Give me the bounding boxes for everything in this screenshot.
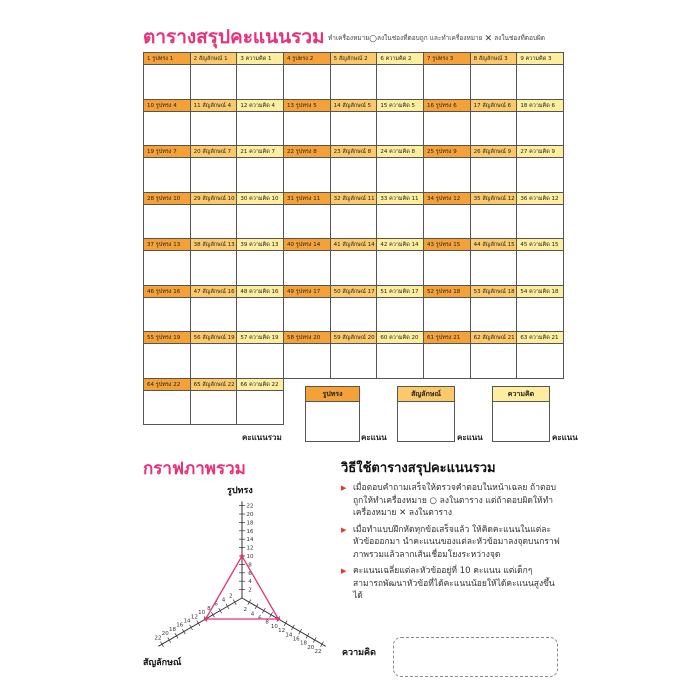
score-cell-label: 64 รูปทรง 22 xyxy=(144,379,190,391)
score-cell[interactable] xyxy=(330,192,378,240)
radar-axis xyxy=(242,598,326,646)
score-cell[interactable] xyxy=(423,192,471,240)
radar-tick xyxy=(160,642,163,647)
score-cell-label: 63 ความคิด 21 xyxy=(517,332,563,344)
score-cell[interactable] xyxy=(516,52,564,100)
radar-tick xyxy=(255,604,258,609)
score-cell-label: 17 สัญลักษณ์ 6 xyxy=(471,100,517,112)
notes-box[interactable] xyxy=(393,637,558,677)
circle-icon: ○ xyxy=(369,34,377,44)
radar-tick xyxy=(182,629,185,634)
score-cell-label: 4 รูปทรง 2 xyxy=(284,53,330,65)
score-cell[interactable] xyxy=(470,331,518,379)
radar-tick xyxy=(211,612,214,617)
summary-instructions: ทำเครื่องหมาย○ลงในช่องที่ตอบถูก และทำเครื่องหมาย ✕ ลงในช่องที่ตอบผิด xyxy=(328,34,546,44)
score-cell[interactable] xyxy=(143,99,191,147)
score-cell-label: 1 รูปทรง 1 xyxy=(144,53,190,65)
score-cell[interactable] xyxy=(283,52,331,100)
axis-label-symbol: สัญลักษณ์ xyxy=(143,658,182,668)
score-grid xyxy=(143,52,563,424)
score-cell-label: 42 ความคิด 14 xyxy=(377,239,423,251)
score-cell[interactable] xyxy=(143,331,191,379)
score-cell[interactable] xyxy=(516,99,564,147)
score-cell[interactable] xyxy=(330,285,378,333)
score-cell[interactable] xyxy=(236,238,284,286)
score-cell-label: 11 สัญลักษณ์ 4 xyxy=(191,100,237,112)
radar-tick-label: 14 xyxy=(246,537,254,544)
radar-tick xyxy=(233,600,236,605)
radar-tick xyxy=(270,612,273,617)
score-cell-label: 29 สัญลักษณ์ 10 xyxy=(191,193,237,205)
score-cell[interactable] xyxy=(470,99,518,147)
score-cell-label: 21 ความคิด 7 xyxy=(237,146,283,158)
score-box-thinking[interactable] xyxy=(492,386,550,442)
radar-tick xyxy=(226,604,229,609)
score-cell-label: 60 ความคิด 20 xyxy=(377,332,423,344)
score-cell-label: 18 ความคิด 6 xyxy=(517,100,563,112)
score-cell[interactable] xyxy=(143,285,191,333)
score-cell[interactable] xyxy=(190,238,238,286)
score-cell-label: 36 ความคิด 12 xyxy=(517,193,563,205)
score-cell-label: 46 รูปทรง 16 xyxy=(144,286,190,298)
score-cell[interactable] xyxy=(236,192,284,240)
score-cell-label: 14 สัญลักษณ์ 5 xyxy=(331,100,377,112)
radar-tick-label: 20 xyxy=(246,512,254,518)
radar-tick xyxy=(262,608,265,613)
score-cell-label: 65 สัญลักษณ์ 22 xyxy=(191,379,237,391)
score-cell-label: 9 ความคิด 3 xyxy=(517,53,563,65)
radar-tick xyxy=(291,625,294,630)
score-cell-label: 47 สัญลักษณ์ 16 xyxy=(191,286,237,298)
axis-label-thinking: ความคิด xyxy=(342,648,376,658)
howto-step-1: ▶ เมื่อตอบคำถามเสร็จให้ตรวจคำตอบในหน้าเฉลย ถ้าตอบถูกให้ทำเครื่องหมาย ○ ลงในตาราง แต่ถ้าตอบผิดให้ทำเครื่องหมาย ✕ ลงในตาราง xyxy=(341,482,563,520)
radar-tick-label: 16 xyxy=(292,636,300,643)
radar-tick-label: 22 xyxy=(246,503,254,510)
score-cell-label: 16 รูปทรง 6 xyxy=(424,100,470,112)
score-cell[interactable] xyxy=(470,192,518,240)
axis-label-shape: รูปทรง xyxy=(227,486,253,496)
score-cell[interactable] xyxy=(143,192,191,240)
radar-tick-label: 10 xyxy=(270,623,278,630)
score-cell-label: 53 สัญลักษณ์ 18 xyxy=(471,286,517,298)
score-cell[interactable] xyxy=(470,285,518,333)
score-cell-label: 50 สัญลักษณ์ 17 xyxy=(331,286,377,298)
radar-tick-label: 8 xyxy=(265,619,269,626)
radar-axis xyxy=(158,598,242,646)
score-cell-label: 49 รูปทรง 17 xyxy=(284,286,330,298)
score-cell-label: 48 ความคิด 16 xyxy=(237,286,283,298)
score-cell-label: 45 ความคิด 15 xyxy=(517,239,563,251)
radar-point xyxy=(240,554,244,558)
score-cell[interactable] xyxy=(236,378,284,426)
howto-title: วิธีใช้ตารางสรุปคะแนนรวม xyxy=(341,461,496,476)
score-cell-label: 59 สัญลักษณ์ 20 xyxy=(331,332,377,344)
score-cell[interactable] xyxy=(143,378,191,426)
howto-step-2: ▶ เมื่อทำแบบฝึกหัดทุกข้อเสร็จแล้ว ให้คิดคะแนนในแต่ละหัวข้อออกมา นำคะแนนของแต่ละหัวข้อมาลงจุดบนกราฟภาพรวมแล้วลากเส้นเชื่อมโยงระหว่างจุด xyxy=(341,524,563,562)
score-cell[interactable] xyxy=(330,145,378,193)
score-cell[interactable] xyxy=(423,238,471,286)
score-cell-label: 54 ความคิด 18 xyxy=(517,286,563,298)
radar-tick-label: 12 xyxy=(246,545,254,552)
score-cell[interactable] xyxy=(470,52,518,100)
radar-tick-label: 6 xyxy=(214,601,218,608)
score-cell-label: 61 รูปทรง 21 xyxy=(424,332,470,344)
score-cell-label: 22 รูปทรง 8 xyxy=(284,146,330,158)
radar-tick xyxy=(168,637,171,642)
score-cell-label: 8 สัญลักษณ์ 3 xyxy=(471,53,517,65)
score-cell-label: 58 รูปทรง 20 xyxy=(284,332,330,344)
radar-tick-label: 4 xyxy=(221,597,226,604)
score-cell[interactable] xyxy=(143,52,191,100)
score-cell[interactable] xyxy=(423,331,471,379)
radar-tick xyxy=(321,642,324,647)
radar-tick-label: 12 xyxy=(278,628,286,635)
score-cell-label: 25 รูปทรง 9 xyxy=(424,146,470,158)
score-cell-label: 6 ความคิด 2 xyxy=(377,53,423,65)
score-cell-label: 56 สัญลักษณ์ 19 xyxy=(191,332,237,344)
score-cell[interactable] xyxy=(283,238,331,286)
score-cell-label: 41 สัญลักษณ์ 14 xyxy=(331,239,377,251)
radar-tick-label: 16 xyxy=(176,622,184,629)
radar-tick-label: 8 xyxy=(207,605,211,612)
cross-icon: ✕ xyxy=(484,34,493,44)
score-cell[interactable] xyxy=(516,331,564,379)
score-cell-label: 34 รูปทรง 12 xyxy=(424,193,470,205)
score-cell-label: 26 สัญลักษณ์ 9 xyxy=(471,146,517,158)
radar-tick-label: 6 xyxy=(248,570,252,577)
radar-tick-label: 12 xyxy=(190,614,198,621)
score-cell[interactable] xyxy=(283,192,331,240)
score-cell-label: 20 สัญลักษณ์ 7 xyxy=(191,146,237,158)
score-cell[interactable] xyxy=(516,145,564,193)
score-cell[interactable] xyxy=(190,378,238,426)
score-cell[interactable] xyxy=(143,145,191,193)
score-cell-label: 40 รูปทรง 14 xyxy=(284,239,330,251)
score-cell[interactable] xyxy=(330,238,378,286)
score-cell[interactable] xyxy=(516,192,564,240)
radar-tick-label: 8 xyxy=(248,562,252,569)
score-cell-label: 57 ความคิด 19 xyxy=(237,332,283,344)
score-cell-label: 24 ความคิด 8 xyxy=(377,146,423,158)
score-cell-label: 27 ความคิด 9 xyxy=(517,146,563,158)
howto-step-3: ▶ คะแนนเฉลี่ยแต่ละหัวข้ออยู่ที่ 10 คะแนน แต่เด็กๆ สามารถพัฒนาหัวข้อที่ได้คะแนนน้อยให้ได้คะแนนสูงขึ้นได้ xyxy=(341,565,563,603)
radar-tick-label: 22 xyxy=(154,635,162,642)
score-cell-label: 31 รูปทรง 11 xyxy=(284,193,330,205)
score-cell-label: 33 ความคิด 11 xyxy=(377,193,423,205)
score-cell-label: 12 ความคิด 4 xyxy=(237,100,283,112)
radar-tick-label: 4 xyxy=(248,579,252,586)
score-cell-label: 39 ความคิด 13 xyxy=(237,239,283,251)
radar-point xyxy=(277,617,281,621)
summary-title: ตารางสรุปคะแนนรวม xyxy=(143,26,325,48)
score-cell[interactable] xyxy=(283,145,331,193)
radar-tick-label: 2 xyxy=(243,607,248,614)
score-cell[interactable] xyxy=(470,238,518,286)
score-cell-label: 35 สัญลักษณ์ 12 xyxy=(471,193,517,205)
score-cell[interactable] xyxy=(236,145,284,193)
radar-tick-label: 2 xyxy=(248,587,252,594)
score-cell-label: 5 สัญลักษณ์ 2 xyxy=(331,53,377,65)
radar-tick xyxy=(313,637,316,642)
score-box-thinking-label: ความคิด xyxy=(493,387,549,402)
score-cell[interactable] xyxy=(330,331,378,379)
radar-tick xyxy=(197,621,200,626)
score-cell[interactable] xyxy=(423,52,471,100)
radar-tick-label: 14 xyxy=(183,618,191,625)
score-cell-label: 13 รูปทรง 5 xyxy=(284,100,330,112)
score-cell-label: 19 รูปทรง 7 xyxy=(144,146,190,158)
score-cell[interactable] xyxy=(236,331,284,379)
radar-tick-label: 6 xyxy=(258,615,262,622)
score-cell-label: 3 ความคิด 1 xyxy=(237,53,283,65)
score-cell[interactable] xyxy=(423,145,471,193)
total-score-label: คะแนนรวม xyxy=(242,433,282,442)
radar-tick xyxy=(248,600,251,605)
score-cell[interactable] xyxy=(236,285,284,333)
score-cell-label: 52 รูปทรง 18 xyxy=(424,286,470,298)
radar-tick xyxy=(175,633,178,638)
radar-tick-label: 18 xyxy=(246,520,254,527)
score-cell[interactable] xyxy=(190,285,238,333)
radar-tick-label: 18 xyxy=(169,626,177,633)
score-cell-label: 2 สัญลักษณ์ 1 xyxy=(191,53,237,65)
radar-tick-label: 10 xyxy=(198,610,206,617)
radar-chart xyxy=(140,480,340,680)
score-box-shape[interactable] xyxy=(305,386,360,442)
score-cell-label: 10 รูปทรง 4 xyxy=(144,100,190,112)
score-cell[interactable] xyxy=(190,99,238,147)
score-cell[interactable] xyxy=(236,99,284,147)
radar-tick-label: 14 xyxy=(285,632,293,639)
score-cell-label: 44 สัญลักษณ์ 15 xyxy=(471,239,517,251)
score-label-shape: คะแนน xyxy=(361,433,387,442)
radar-tick xyxy=(219,608,222,613)
score-cell-label: 15 ความคิด 5 xyxy=(377,100,423,112)
radar-tick xyxy=(190,625,193,630)
score-cell-label: 55 รูปทรง 19 xyxy=(144,332,190,344)
score-cell[interactable] xyxy=(376,99,424,147)
score-cell[interactable] xyxy=(190,192,238,240)
score-cell-label: 43 รูปทรง 15 xyxy=(424,239,470,251)
score-cell-label: 32 สัญลักษณ์ 11 xyxy=(331,193,377,205)
radar-tick-label: 20 xyxy=(161,631,169,638)
radar-point xyxy=(204,617,208,621)
score-cell-label: 28 รูปทรง 10 xyxy=(144,193,190,205)
score-cell[interactable] xyxy=(190,331,238,379)
score-label-symbol: คะแนน xyxy=(457,433,483,442)
score-cell-label: 51 ความคิด 17 xyxy=(377,286,423,298)
score-box-shape-label: รูปทรง xyxy=(306,387,359,402)
radar-tick-label: 16 xyxy=(246,528,254,535)
score-cell[interactable] xyxy=(236,52,284,100)
score-box-symbol[interactable] xyxy=(397,386,455,442)
score-cell[interactable] xyxy=(283,285,331,333)
radar-tick-label: 22 xyxy=(314,649,322,656)
score-cell[interactable] xyxy=(376,145,424,193)
score-box-symbol-label: สัญลักษณ์ xyxy=(398,387,454,402)
score-cell[interactable] xyxy=(330,99,378,147)
score-cell[interactable] xyxy=(376,52,424,100)
score-cell-label: 7 รูปทรง 3 xyxy=(424,53,470,65)
score-cell-label: 62 สัญลักษณ์ 21 xyxy=(471,332,517,344)
score-cell-label: 38 สัญลักษณ์ 13 xyxy=(191,239,237,251)
score-cell[interactable] xyxy=(376,238,424,286)
score-cell-label: 23 สัญลักษณ์ 8 xyxy=(331,146,377,158)
score-cell[interactable] xyxy=(376,331,424,379)
score-cell-label: 30 ความคิด 10 xyxy=(237,193,283,205)
score-cell[interactable] xyxy=(516,285,564,333)
score-label-thinking: คะแนน xyxy=(552,433,578,442)
score-cell[interactable] xyxy=(190,52,238,100)
radar-tick-label: 18 xyxy=(299,640,307,647)
howto-steps xyxy=(341,482,563,607)
score-cell[interactable] xyxy=(190,145,238,193)
score-cell[interactable] xyxy=(143,238,191,286)
score-cell[interactable] xyxy=(330,52,378,100)
score-cell[interactable] xyxy=(423,99,471,147)
score-cell-label: 66 ความคิด 22 xyxy=(237,379,283,391)
score-cell[interactable] xyxy=(376,192,424,240)
radar-tick-label: 10 xyxy=(246,554,254,560)
graph-title: กราฟภาพรวม xyxy=(143,459,246,479)
score-cell[interactable] xyxy=(283,99,331,147)
score-cell[interactable] xyxy=(516,238,564,286)
score-cell[interactable] xyxy=(283,331,331,379)
score-cell[interactable] xyxy=(470,145,518,193)
radar-tick xyxy=(306,633,309,638)
radar-tick xyxy=(284,621,287,626)
score-cell[interactable] xyxy=(423,285,471,333)
radar-tick-label: 20 xyxy=(307,644,315,651)
radar-tick xyxy=(299,629,302,634)
radar-tick-label: 4 xyxy=(250,611,255,618)
score-cell-label: 37 รูปทรง 13 xyxy=(144,239,190,251)
score-cell[interactable] xyxy=(376,285,424,333)
radar-tick-label: 2 xyxy=(228,593,233,600)
